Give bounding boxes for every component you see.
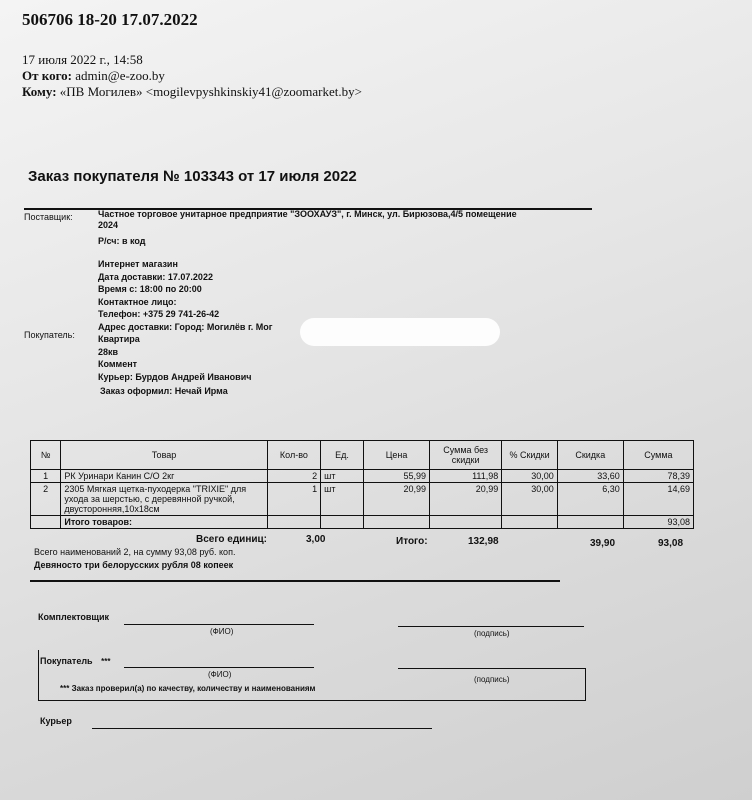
sum-value: 132,98 <box>468 536 499 547</box>
redacted-address <box>300 318 500 346</box>
supplier-line2: 2024 <box>98 220 119 230</box>
col-price: Цена <box>364 441 430 470</box>
buyer-signature: (подпись) <box>474 675 510 684</box>
row-sum: 14,69 <box>623 483 693 516</box>
buyer-sign-label <box>40 656 110 666</box>
row-sum-no-discount: 111,98 <box>430 470 502 483</box>
document-ref: 506706 18-20 17.07.2022 <box>22 10 198 29</box>
row-discount: 33,60 <box>557 470 623 483</box>
buyer-box-left <box>38 650 39 700</box>
buyer-line: Время с: 18:00 по 20:00 <box>98 284 202 294</box>
col-item: Товар <box>61 441 267 470</box>
row-unit: шт <box>321 483 364 516</box>
col-sum: Сумма <box>623 441 693 470</box>
col-qty: Кол-во <box>267 441 320 470</box>
buyer-line: Телефон: +375 29 741-26-42 <box>98 309 220 319</box>
final-total: 93,08 <box>658 538 684 549</box>
buyer-sign-text: Покупатель <box>40 656 93 666</box>
supplier-line1: Частное торговое унитарное предприятие "ЗООХАУЗ", г. Минск, ул. Бирюзова,4/5 помещение <box>98 209 517 219</box>
row-qty: 2 <box>267 470 320 483</box>
totals-divider <box>30 580 560 582</box>
table-row <box>31 483 694 516</box>
buyer-line: Квартира <box>98 334 140 344</box>
buyer-line: Дата доставки: 17.07.2022 <box>98 271 213 282</box>
units-value: 3,00 <box>306 534 326 545</box>
buyer-box-bottom <box>38 700 586 701</box>
buyer-fio: (ФИО) <box>208 670 232 679</box>
supplier-label: Поставщик: <box>24 212 73 222</box>
units-label: Всего единиц: <box>196 534 267 545</box>
packer-label: Комплектовщик <box>38 612 110 622</box>
buyer-line: Интернет магазин <box>98 259 178 269</box>
courier-line <box>92 728 432 729</box>
to-value: «ПВ Могилев» <mogilevpyshkinskiy41@zoomarket.by> <box>59 84 362 99</box>
buyer-sign-line <box>398 668 586 669</box>
buyer-label: Покупатель: <box>24 330 75 340</box>
buyer-line: 28кв <box>98 346 119 357</box>
row-price: 20,99 <box>364 483 430 516</box>
row-item: РК Уринари Канин С/О 2кг <box>61 470 267 483</box>
packer-sign-line <box>398 626 584 627</box>
row-number: 1 <box>31 470 61 483</box>
buyer-line: Контактное лицо: <box>98 296 177 307</box>
sum-label: Итого: <box>396 536 428 547</box>
courier-sign-label: Курьер <box>40 716 72 726</box>
buyer-line: Коммент <box>98 359 138 369</box>
summary-line: Всего наименований 2, на сумму 93,08 руб. коп. <box>34 547 236 557</box>
to-label: Кому: <box>22 84 57 99</box>
buyer-name-line <box>124 667 314 668</box>
items-table <box>30 440 694 529</box>
table-header-row <box>31 441 694 470</box>
col-discount: Скидка <box>557 441 623 470</box>
total-value: 93,08 <box>623 516 693 529</box>
row-qty: 1 <box>267 483 320 516</box>
email-to <box>22 84 362 100</box>
from-label: От кого: <box>22 68 72 83</box>
packer-fio: (ФИО) <box>210 627 234 636</box>
col-unit: Ед. <box>321 441 364 470</box>
row-sum: 78,39 <box>623 470 693 483</box>
table-total-row <box>31 516 694 529</box>
placed-by: Заказ оформил: Нечай Ирма <box>100 386 228 396</box>
total-label: Итого товаров: <box>61 516 267 529</box>
table-row <box>31 470 694 483</box>
email-date: 17 июля 2022 г., 14:58 <box>22 52 143 67</box>
row-discount-pct: 30,00 <box>502 483 558 516</box>
discount-total: 39,90 <box>590 538 616 549</box>
buyer-line: Курьер: Бурдов Андрей Иванович <box>98 371 252 382</box>
row-price: 55,99 <box>364 470 430 483</box>
row-discount-pct: 30,00 <box>502 470 558 483</box>
order-title: Заказ покупателя № 103343 от 17 июля 2022 <box>28 168 357 185</box>
amount-in-words: Девяносто три белорусских рубля 08 копеек <box>34 560 234 570</box>
buyer-stars: *** <box>101 657 111 666</box>
buyer-line: Адрес доставки: Город: Могилёв г. Мог <box>98 321 273 332</box>
account-line: Р/сч: в код <box>98 236 146 246</box>
email-from <box>22 68 165 84</box>
row-number: 2 <box>31 483 61 516</box>
col-number: № <box>31 441 61 470</box>
packer-signature: (подпись) <box>474 629 510 638</box>
row-item: 2305 Мягкая щетка-пуходерка "TRIXIE" для ухода за шерстью, с деревянной ручкой, двусторонняя,10х18см <box>61 483 267 516</box>
row-unit: шт <box>321 470 364 483</box>
col-discount-pct: % Скидки <box>502 441 558 470</box>
col-sum-no-discount: Сумма без скидки <box>430 441 502 470</box>
check-note: *** Заказ проверил(а) по качеству, количеству и наименованиям <box>60 684 316 693</box>
row-sum-no-discount: 20,99 <box>430 483 502 516</box>
buyer-box-right <box>585 668 586 701</box>
packer-name-line <box>124 624 314 625</box>
row-discount: 6,30 <box>557 483 623 516</box>
buyer-block <box>98 258 273 383</box>
from-value: admin@e-zoo.by <box>75 68 165 83</box>
